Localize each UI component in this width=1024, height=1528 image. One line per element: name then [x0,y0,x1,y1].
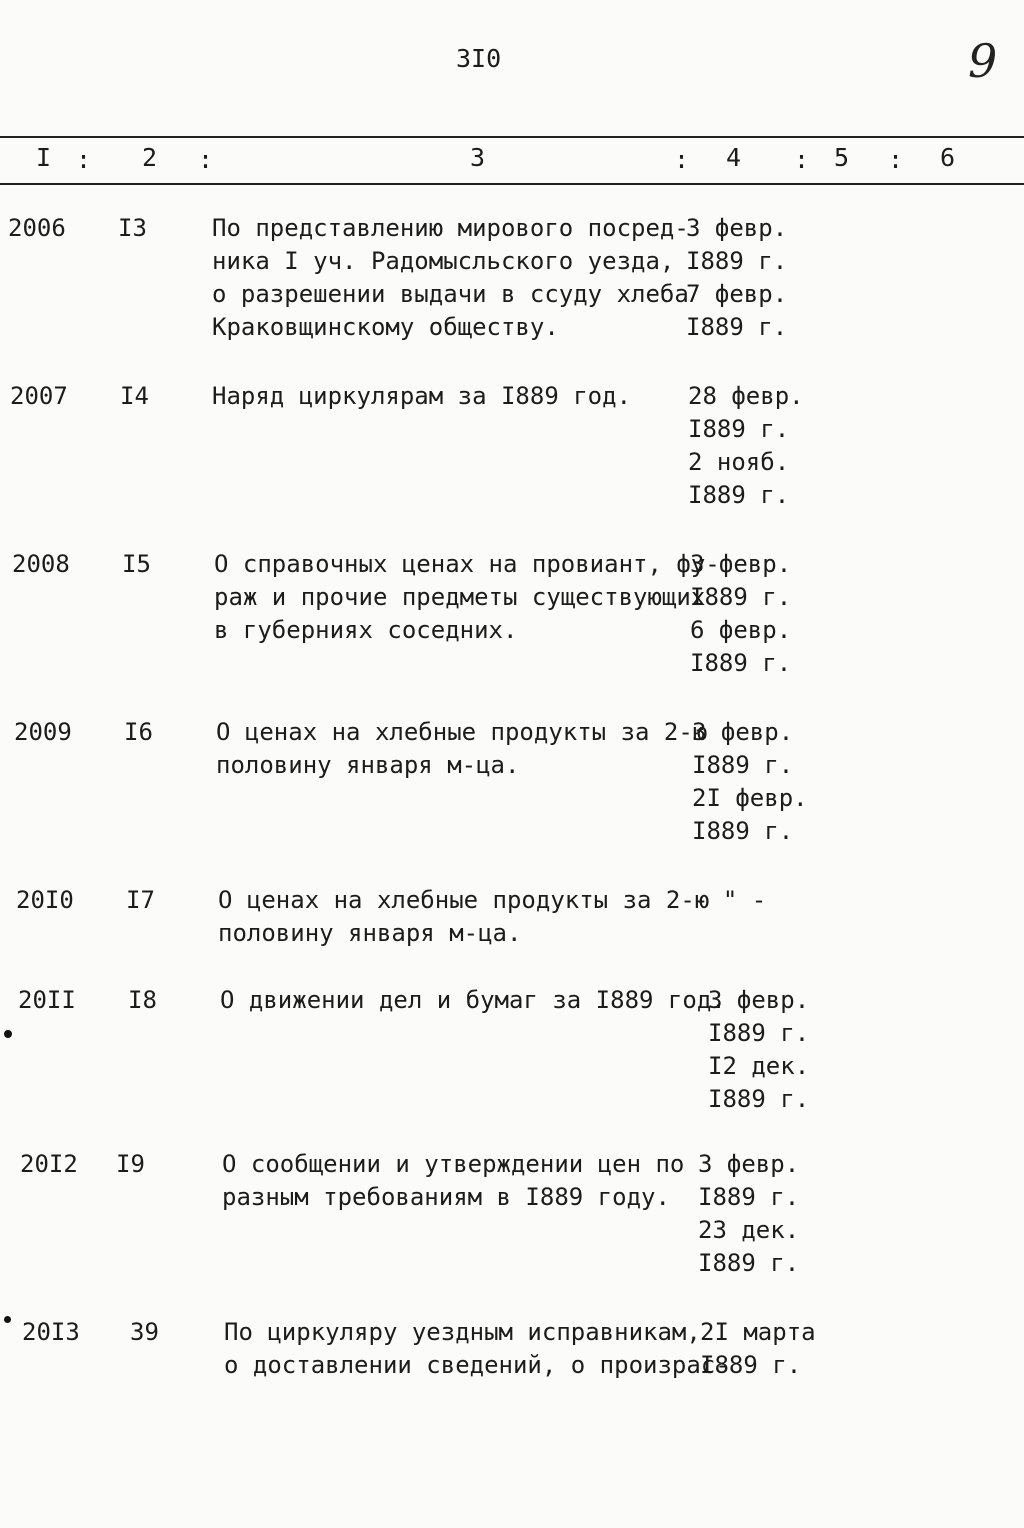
sheet-number: I8 [128,986,157,1014]
record-dates [692,716,808,848]
record-number: 20I2 [20,1150,78,1178]
record-dates [698,1148,799,1280]
record-date-line: I889 г. [688,415,790,443]
record-title [212,212,689,344]
record-date-line: I889 г. [708,1085,810,1113]
record-date-line: 2 нояб. [688,448,790,476]
record-title-line: разным требованиям в I889 году. [222,1183,670,1211]
record-title-line: раж и прочие предметы существующих [214,583,706,611]
record-title-line: По циркуляру уездным исправникам, [224,1318,701,1346]
record-number: 20I3 [22,1318,80,1346]
record-title [216,716,707,782]
page-number: 3I0 [456,44,502,73]
header-col-5: 5 [834,143,850,172]
record-title-line: Краковщинскому обществу. [212,313,559,341]
sheet-number: 39 [130,1318,159,1346]
header-separator: : [198,145,214,174]
record-dates [700,1316,816,1382]
record-title [222,1148,684,1214]
record-title-line: О сообщении и утверждении цен по [222,1150,685,1178]
header-col-1: I [36,143,52,172]
ink-speck [4,1316,11,1323]
record-title-line: О ценах на хлебные продукты за 2-ю [216,718,708,746]
record-date-line: 3 февр. [690,550,792,578]
record-dates [690,548,791,680]
record-date-line: I889 г. [686,247,788,275]
record-date-line: I889 г. [692,751,794,779]
record-date-line: I889 г. [700,1351,802,1379]
record-date-line: I889 г. [692,817,794,845]
record-title-line: о разрешении выдачи в ссуду хлеба [212,280,689,308]
record-date-line: I889 г. [690,583,792,611]
header-separator: : [76,145,92,174]
record-title [224,1316,730,1382]
record-date-line: I889 г. [698,1183,800,1211]
record-date-line: I889 г. [708,1019,810,1047]
record-date-line: 3 февр. [686,214,788,242]
record-dates [688,380,804,512]
header-col-3: 3 [470,143,486,172]
record-date-line: 3 февр. [692,718,794,746]
record-title-line: О движении дел и бумаг за I889 год. [220,986,726,1014]
record-number: 2008 [12,550,70,578]
header-col-4: 4 [726,143,742,172]
header-col-6: 6 [940,143,956,172]
ink-speck [4,1030,12,1038]
handwritten-folio-number: 9 [968,34,998,88]
header-separator: : [888,145,904,174]
record-date-line: I889 г. [690,649,792,677]
record-date-line: I2 дек. [708,1052,810,1080]
header-separator: : [794,145,810,174]
record-title [214,548,720,647]
record-date-line: 3 февр. [698,1150,800,1178]
record-date-line: 28 февр. [688,382,804,410]
sheet-number: I3 [118,214,147,242]
record-title [220,984,726,1017]
record-number: 2007 [10,382,68,410]
record-date-line: I889 г. [698,1249,800,1277]
record-date-line: 3 февр. [708,986,810,1014]
record-title [218,884,709,950]
record-title-line: ника I уч. Радомысльского уезда, [212,247,675,275]
record-date-line: I889 г. [688,481,790,509]
record-dates [686,212,787,344]
record-title-line: половину января м-ца. [218,919,522,947]
record-title [212,380,631,413]
record-title-line: о доставлении сведений, о произрас- [224,1351,730,1379]
header-separator: : [674,145,690,174]
sheet-number: I7 [126,886,155,914]
sheet-number: I4 [120,382,149,410]
record-dates [694,884,766,917]
record-date-line: 23 дек. [698,1216,800,1244]
header-col-2: 2 [142,143,158,172]
record-date-line: - " - [694,886,767,914]
record-number: 20I0 [16,886,74,914]
record-date-line: 2I февр. [692,784,808,812]
table-top-rule [0,136,1024,138]
record-title-line: По представлению мирового посред- [212,214,689,242]
sheet-number: I5 [122,550,151,578]
record-number: 2009 [14,718,72,746]
sheet-number: I9 [116,1150,145,1178]
record-title-line: половину января м-ца. [216,751,520,779]
sheet-number: I6 [124,718,153,746]
record-date-line: 7 февр. [686,280,788,308]
record-number: 2006 [8,214,66,242]
table-header-bottom-rule [0,183,1024,185]
record-number: 20II [18,986,76,1014]
record-title-line: в губерниях соседних. [214,616,518,644]
record-title-line: О справочных ценах на провиант, фу- [214,550,720,578]
record-date-line: I889 г. [686,313,788,341]
record-title-line: Наряд циркулярам за I889 год. [212,382,632,410]
record-dates [708,984,809,1116]
record-date-line: 6 февр. [690,616,792,644]
record-date-line: 2I марта [700,1318,816,1346]
record-title-line: О ценах на хлебные продукты за 2-ю [218,886,710,914]
